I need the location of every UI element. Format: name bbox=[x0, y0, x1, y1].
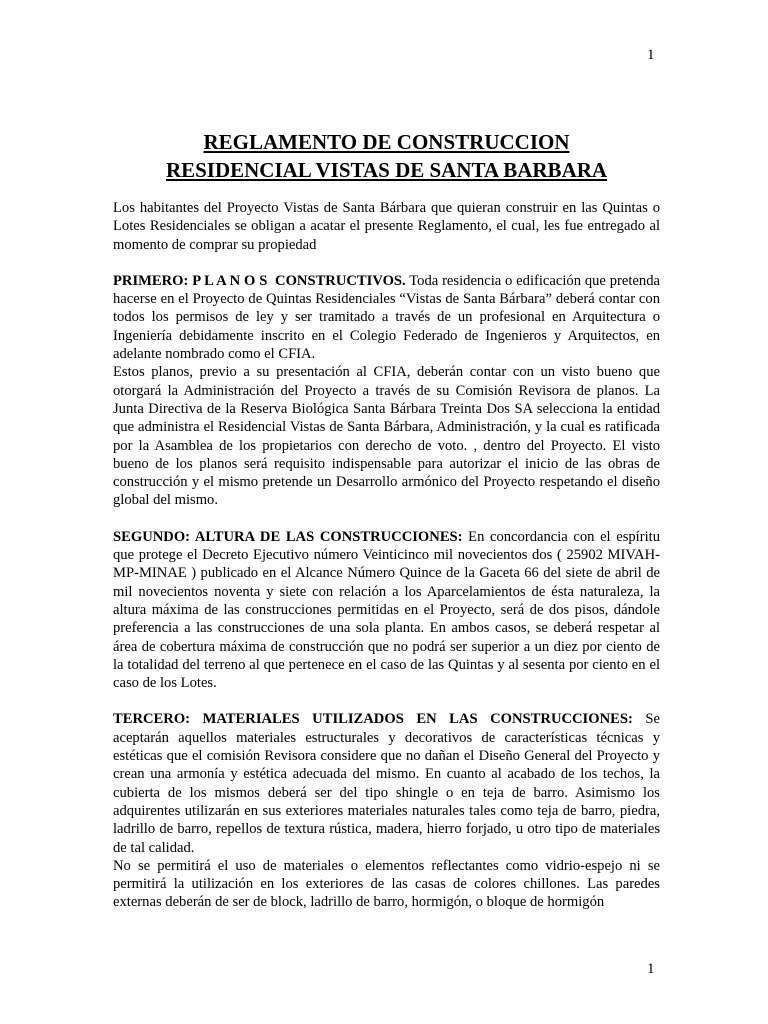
page-number-bottom: 1 bbox=[647, 961, 655, 977]
section-primero-text-2: Estos planos, previo a su presentación al CFIA, deberán contar con un visto bueno que otorgará la Administración del Proyecto a través de su Comisión Revisora de planos. La Junta Directiva de la Reserva Biológica Santa Bárbara Treinta Dos SA selecciona la entidad que administra el Residencial Vistas de Santa Bárbara, Administración, y la cual es ratificada por la Asamblea de los propietarios con derecho de voto. , dentro del Proyecto. El visto bueno de los planos será requisito indispensable para autorizar el inicio de las obras de construcción y el mismo pretende un Desarrollo armónico del Proyecto respetando el diseño global del mismo. bbox=[113, 364, 660, 509]
section-segundo-heading: SEGUNDO: ALTURA DE LAS CONSTRUCCIONES: bbox=[113, 528, 463, 545]
section-segundo bbox=[113, 528, 660, 693]
document-body bbox=[113, 199, 660, 912]
document-title-line-2: RESIDENCIAL VISTAS DE SANTA BARBARA bbox=[165, 158, 608, 182]
section-tercero-text-2: No se permitirá el uso de materiales o elementos reflectantes como vidrio-espejo ni se permitirá la utilización en los exteriores de las casas de colores chillones. Las paredes externas deberán de ser de block, ladrillo de barro, hormigón, o bloque de hormigón bbox=[113, 857, 660, 911]
section-tercero bbox=[113, 710, 660, 856]
document-title-line-1: REGLAMENTO DE CONSTRUCCION bbox=[203, 130, 570, 154]
section-primero-heading: PRIMERO: P L A N O S CONSTRUCTIVOS. bbox=[113, 272, 406, 289]
intro-paragraph: Los habitantes del Proyecto Vistas de Santa Bárbara que quieran construir en las Quintas o Lotes Residenciales se obligan a acatar el presente Reglamento, el cual, les fue entregado al momento de comprar su propiedad bbox=[113, 200, 660, 253]
section-primero-text: Toda residencia o edificación que pretenda hacerse en el Proyecto de Quintas Residenciales “Vistas de Santa Bárbara” deberá contar con todos los permisos de ley y ser tramitado a través de un profesional en Arquitectura o Ingeniería debidamente inscrito en el Colegio Federado de Ingenieros y Arquitectos, en adelante nombrado como el CFIA. bbox=[113, 272, 660, 363]
section-tercero-heading: TERCERO: MATERIALES UTILIZADOS EN LAS CONSTRUCCIONES: bbox=[113, 711, 633, 728]
section-primero bbox=[113, 272, 660, 363]
section-tercero-text: Se aceptarán aquellos materiales estructurales y decorativos de características técnicas y estéticas que el comisión Revisora considere que no dañan el Diseño General del Proyecto y crean una armonía y estética adecuada del mismo. En cuanto al acabado de los techos, la cubierta de los mismos deberá ser del tipo shingle o en teja de barro. Asimismo los adquirentes utilizarán en sus exteriores materiales naturales tales como teja de barro, piedra, ladrillo de barro, repellos de textura rústica, madera, hierro forjado, u otro tipo de materiales de tal calidad. bbox=[113, 711, 660, 856]
section-segundo-text: En concordancia con el espíritu que protege el Decreto Ejecutivo número Veinticinco mil novecientos dos ( 25902 MIVAH-MP-MINAE ) publicado en el Alcance Número Quince de la Gaceta 66 del siete de abril de mil novecientos noventa y siete con relación a los Aparcelamientos de ésta naturaleza, la altura máxima de las construcciones permitidas en el Proyecto, será de dos pisos, dándole preferencia a las construcciones de una sola planta. En ambos casos, se deberá respetar al área de cobertura máxima de construcción que no podrá ser superior a un diez por ciento de la totalidad del terreno al que pertenece en el caso de las Quintas y al sesenta por ciento en el caso de los Lotes. bbox=[113, 528, 660, 692]
page-number-top: 1 bbox=[647, 47, 655, 63]
document-title bbox=[113, 128, 660, 184]
